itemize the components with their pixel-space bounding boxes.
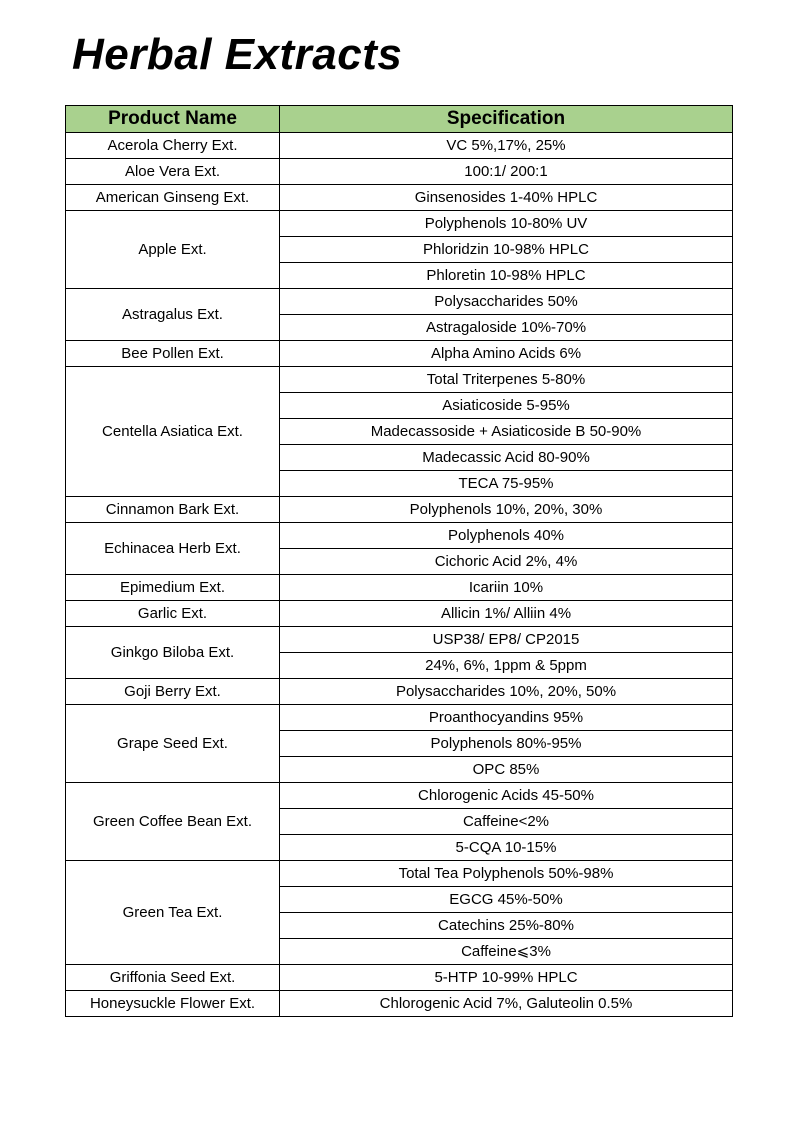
table-row (66, 367, 733, 393)
specification-cell: USP38/ EP8/ CP2015 (280, 627, 733, 653)
product-name-cell: Honeysuckle Flower Ext. (66, 991, 280, 1017)
specification-cell: Polyphenols 10%, 20%, 30% (280, 497, 733, 523)
specification-cell: Madecassic Acid 80-90% (280, 445, 733, 471)
product-name-cell: Ginkgo Biloba Ext. (66, 627, 280, 679)
specification-cell: Ginsenosides 1-40% HPLC (280, 185, 733, 211)
table-row (66, 861, 733, 887)
product-name-cell: Apple Ext. (66, 211, 280, 289)
product-name-cell: American Ginseng Ext. (66, 185, 280, 211)
header-specification: Specification (280, 106, 733, 133)
herbal-extracts-table (65, 105, 733, 1017)
product-name-cell: Bee Pollen Ext. (66, 341, 280, 367)
specification-cell: EGCG 45%-50% (280, 887, 733, 913)
table-body (66, 133, 733, 1017)
table-row (66, 783, 733, 809)
table-row (66, 575, 733, 601)
product-name-cell: Centella Asiatica Ext. (66, 367, 280, 497)
product-name-cell: Grape Seed Ext. (66, 705, 280, 783)
specification-cell: Total Triterpenes 5-80% (280, 367, 733, 393)
specification-cell: Total Tea Polyphenols 50%-98% (280, 861, 733, 887)
specification-cell: 5-CQA 10-15% (280, 835, 733, 861)
specification-cell: Proanthocyandins 95% (280, 705, 733, 731)
table-row (66, 627, 733, 653)
specification-cell: VC 5%,17%, 25% (280, 133, 733, 159)
specification-cell: Madecassoside + Asiaticoside B 50-90% (280, 419, 733, 445)
table-row (66, 133, 733, 159)
table-row (66, 679, 733, 705)
specification-cell: Cichoric Acid 2%, 4% (280, 549, 733, 575)
header-product-name: Product Name (66, 106, 280, 133)
specification-cell: Phloridzin 10-98% HPLC (280, 237, 733, 263)
product-name-cell: Echinacea Herb Ext. (66, 523, 280, 575)
product-name-cell: Garlic Ext. (66, 601, 280, 627)
product-name-cell: Goji Berry Ext. (66, 679, 280, 705)
table-row (66, 705, 733, 731)
table-row (66, 211, 733, 237)
product-name-cell: Green Coffee Bean Ext. (66, 783, 280, 861)
product-name-cell: Astragalus Ext. (66, 289, 280, 341)
table-row (66, 159, 733, 185)
specification-cell: 5-HTP 10-99% HPLC (280, 965, 733, 991)
table-row (66, 965, 733, 991)
table-row (66, 497, 733, 523)
page-title: Herbal Extracts (72, 30, 403, 79)
specification-cell: Chlorogenic Acid 7%, Galuteolin 0.5% (280, 991, 733, 1017)
table-row (66, 523, 733, 549)
specification-cell: 100:1/ 200:1 (280, 159, 733, 185)
specification-cell: TECA 75-95% (280, 471, 733, 497)
table-row (66, 341, 733, 367)
table-row (66, 185, 733, 211)
product-name-cell: Green Tea Ext. (66, 861, 280, 965)
specification-cell: Astragaloside 10%-70% (280, 315, 733, 341)
specification-cell: OPC 85% (280, 757, 733, 783)
specification-cell: 24%, 6%, 1ppm & 5ppm (280, 653, 733, 679)
product-name-cell: Aloe Vera Ext. (66, 159, 280, 185)
table-header-row (66, 106, 733, 133)
table-row (66, 601, 733, 627)
specification-cell: Polysaccharides 50% (280, 289, 733, 315)
specification-cell: Icariin 10% (280, 575, 733, 601)
product-name-cell: Cinnamon Bark Ext. (66, 497, 280, 523)
specification-cell: Polysaccharides 10%, 20%, 50% (280, 679, 733, 705)
specification-cell: Polyphenols 40% (280, 523, 733, 549)
specification-cell: Allicin 1%/ Alliin 4% (280, 601, 733, 627)
specification-cell: Caffeine⩽3% (280, 939, 733, 965)
specification-cell: Polyphenols 80%-95% (280, 731, 733, 757)
specification-cell: Phloretin 10-98% HPLC (280, 263, 733, 289)
specification-cell: Catechins 25%-80% (280, 913, 733, 939)
table-row (66, 289, 733, 315)
specification-cell: Alpha Amino Acids 6% (280, 341, 733, 367)
specification-cell: Chlorogenic Acids 45-50% (280, 783, 733, 809)
table-row (66, 991, 733, 1017)
specification-cell: Polyphenols 10-80% UV (280, 211, 733, 237)
specification-cell: Caffeine<2% (280, 809, 733, 835)
product-name-cell: Acerola Cherry Ext. (66, 133, 280, 159)
product-name-cell: Griffonia Seed Ext. (66, 965, 280, 991)
product-name-cell: Epimedium Ext. (66, 575, 280, 601)
specification-cell: Asiaticoside 5-95% (280, 393, 733, 419)
